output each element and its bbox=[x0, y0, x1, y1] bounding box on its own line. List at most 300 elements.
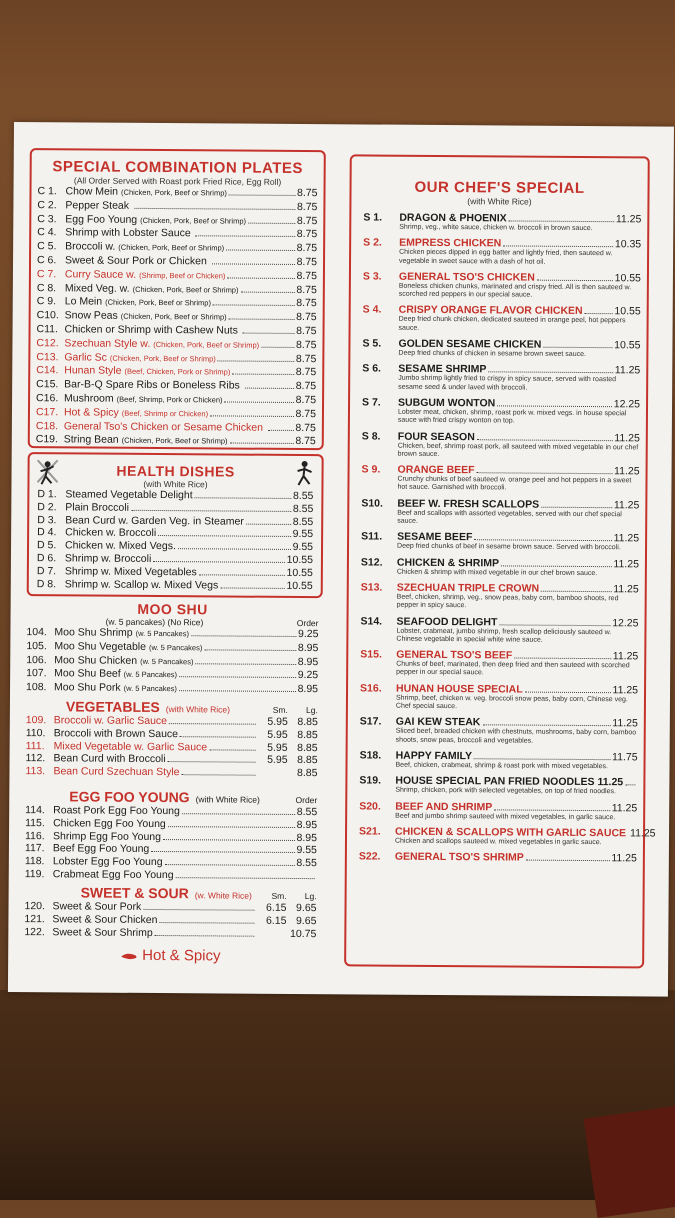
leader-dots bbox=[151, 851, 294, 853]
item-name: HAPPY FAMILY bbox=[396, 750, 473, 763]
item-code: D 2. bbox=[37, 501, 65, 514]
moo-shu-section bbox=[26, 600, 319, 697]
item-price: 11.25 bbox=[613, 684, 639, 696]
leader-dots bbox=[248, 222, 295, 223]
leader-dots bbox=[243, 333, 294, 334]
item-code: 114. bbox=[25, 804, 53, 817]
item-price: 11.25 bbox=[614, 533, 640, 545]
item-note: (Chicken, Pork, Beef or Shrimp) bbox=[105, 298, 211, 308]
item-code: C19. bbox=[36, 434, 64, 447]
item-price: 11.25 bbox=[613, 650, 639, 662]
item-price: 8.75 bbox=[297, 187, 318, 200]
item-price: 11.25 bbox=[614, 499, 640, 511]
price-small: 6.15 bbox=[256, 915, 286, 928]
price-large: 8.85 bbox=[287, 767, 317, 780]
item-name bbox=[53, 868, 174, 882]
menu-row bbox=[24, 926, 316, 941]
moo-shu-subtitle: (w. 5 pancakes) (No Rice) bbox=[26, 616, 282, 628]
item-description: Chicken and scallops sauteed w. mixed vegetables in garlic sauce. bbox=[395, 837, 637, 847]
price-large: 10.75 bbox=[286, 928, 316, 941]
leader-dots bbox=[195, 497, 291, 499]
item-price: 11.25 bbox=[611, 852, 637, 864]
menu-paper bbox=[8, 122, 674, 997]
item-code: S 4. bbox=[363, 304, 399, 316]
chef-special-item bbox=[361, 581, 639, 612]
item-name-text: Garlic Sc bbox=[64, 351, 107, 363]
item-code: D 1. bbox=[37, 488, 65, 501]
item-price: 8.75 bbox=[297, 201, 318, 214]
item-description: Beef, chicken, shrimp, veg., snow peas, baby corn, bamboo shoots, red pepper in spicy sauce. bbox=[397, 594, 639, 612]
item-name bbox=[64, 379, 243, 394]
sweet-sour-list bbox=[24, 900, 316, 940]
item-code: C 3. bbox=[37, 213, 65, 226]
leader-dots bbox=[240, 291, 294, 292]
item-price: 8.55 bbox=[297, 806, 318, 819]
item-name-text: Broccoli with Brown Sauce bbox=[54, 727, 178, 740]
vegetables-lg-label: Lg. bbox=[288, 705, 318, 715]
item-price: 8.75 bbox=[297, 242, 318, 255]
item-name-text: Chicken or Shrimp with Cashew Nuts bbox=[65, 323, 238, 336]
leader-dots bbox=[163, 839, 295, 841]
item-name bbox=[65, 565, 197, 579]
item-name bbox=[53, 817, 166, 831]
item-code: S 2. bbox=[363, 237, 399, 249]
item-name: BEEF W. FRESH SCALLOPS bbox=[397, 497, 539, 510]
item-note: (Beef, Chicken, Pork or Shrimp) bbox=[124, 367, 230, 377]
item-price: 9.55 bbox=[293, 528, 314, 541]
item-code: D 8. bbox=[37, 578, 65, 591]
chef-special-item bbox=[363, 304, 641, 335]
item-code: S11. bbox=[361, 531, 397, 543]
runner-right-icon bbox=[289, 458, 317, 488]
item-name-text: Shrimp with Lobster Sauce bbox=[65, 227, 191, 240]
chef-special-item bbox=[361, 497, 639, 528]
item-name-text: Egg Foo Young bbox=[65, 213, 137, 226]
item-name bbox=[65, 254, 210, 269]
health-title: HEALTH DISHES bbox=[30, 462, 322, 480]
vegetables-title: VEGETABLES bbox=[66, 698, 160, 715]
item-note: (Chicken, Pork, Beef or Shrimp) bbox=[110, 353, 216, 363]
price-small: 5.95 bbox=[258, 716, 288, 729]
item-name-text: Roast Pork Egg Foo Young bbox=[53, 804, 180, 817]
leader-dots bbox=[509, 220, 614, 222]
leader-dots bbox=[268, 429, 293, 430]
item-name bbox=[54, 654, 193, 669]
item-name bbox=[52, 900, 141, 913]
item-name-text: Broccoli w. Garlic Sauce bbox=[54, 714, 167, 727]
item-name: DRAGON & PHOENIX bbox=[399, 212, 506, 225]
item-name: GENERAL TSO'S SHRIMP bbox=[395, 851, 524, 864]
item-price: 8.55 bbox=[293, 516, 314, 529]
item-name bbox=[54, 668, 177, 683]
leader-dots bbox=[541, 506, 612, 507]
placemat bbox=[584, 1102, 675, 1218]
item-note: (Chicken, Pork, Beef or Shrimp) bbox=[140, 215, 246, 225]
menu-row bbox=[25, 868, 317, 883]
item-name-text: Sweet & Sour Shrimp bbox=[52, 926, 152, 939]
item-note: (w. 5 Pancakes) bbox=[149, 643, 202, 652]
item-price: 10.55 bbox=[287, 567, 313, 580]
item-code: 107. bbox=[26, 667, 54, 680]
item-name: FOUR SEASON bbox=[398, 430, 475, 443]
item-price: 11.25 bbox=[613, 558, 639, 570]
menu-row bbox=[25, 765, 317, 780]
item-name-text: Mixed Veg. w. bbox=[65, 282, 130, 294]
item-name-text: Curry Sauce w. bbox=[65, 268, 136, 280]
leader-dots bbox=[525, 691, 611, 693]
vegetables-list bbox=[25, 714, 317, 780]
item-name bbox=[65, 296, 211, 311]
leader-dots bbox=[261, 346, 294, 347]
moo-shu-title: MOO SHU bbox=[27, 600, 319, 618]
item-price: 8.75 bbox=[296, 284, 317, 297]
item-note: (Chicken, Pork, Beef or Shrimp) bbox=[133, 284, 239, 294]
item-price: 8.75 bbox=[296, 325, 317, 338]
price-large: 8.85 bbox=[288, 754, 318, 767]
item-price: 10.35 bbox=[615, 238, 641, 250]
price-large: 8.85 bbox=[288, 742, 318, 755]
leader-dots bbox=[220, 587, 284, 588]
chef-special-item bbox=[359, 800, 637, 822]
item-code: 118. bbox=[25, 855, 53, 868]
item-code: 105. bbox=[26, 640, 54, 653]
leader-dots bbox=[182, 774, 256, 776]
price-large: 9.65 bbox=[286, 915, 316, 928]
item-note: (Beef, Shrimp or Chicken) bbox=[122, 409, 208, 419]
item-price: 8.55 bbox=[296, 857, 317, 870]
item-name-text: Mixed Vegetable w. Garlic Sauce bbox=[54, 740, 208, 753]
leader-dots bbox=[225, 401, 294, 402]
item-note: (w. 5 Pancakes) bbox=[140, 656, 193, 665]
item-price: 10.55 bbox=[614, 306, 640, 318]
item-name bbox=[65, 578, 219, 592]
item-name bbox=[65, 501, 129, 514]
item-price: 9.55 bbox=[293, 541, 314, 554]
item-code: C15. bbox=[36, 378, 64, 391]
item-price: 11.25 bbox=[616, 213, 642, 225]
chefs-special-list bbox=[347, 211, 648, 864]
item-code: 110. bbox=[26, 727, 54, 740]
item-note: (Chicken, Pork, Beef or Shrimp) bbox=[118, 243, 224, 253]
item-price: 8.75 bbox=[296, 311, 317, 324]
item-name bbox=[64, 434, 228, 449]
item-code: S 9. bbox=[362, 464, 398, 476]
item-name-text: Bean Curd with Broccoli bbox=[54, 753, 166, 766]
item-code: S10. bbox=[361, 497, 397, 509]
leader-dots bbox=[541, 591, 611, 592]
chef-special-item bbox=[362, 396, 640, 427]
item-name-text: Lobster Egg Foo Young bbox=[53, 855, 163, 868]
item-price: 8.75 bbox=[295, 408, 316, 421]
item-name: GOLDEN SESAME CHICKEN bbox=[398, 338, 541, 351]
leader-dots bbox=[501, 565, 611, 567]
leader-dots bbox=[195, 663, 295, 665]
item-name bbox=[64, 351, 216, 366]
item-price: 11.25 bbox=[612, 802, 638, 814]
leader-dots bbox=[245, 388, 294, 389]
leader-dots bbox=[514, 658, 610, 660]
item-name-text: Chicken w. Broccoli bbox=[65, 527, 156, 540]
item-code: S13. bbox=[361, 581, 397, 593]
item-code: 106. bbox=[26, 654, 54, 667]
item-name-text: Crabmeat Egg Foo Young bbox=[53, 868, 174, 881]
item-code: 112. bbox=[26, 752, 54, 765]
item-code: 109. bbox=[26, 714, 54, 727]
health-list bbox=[29, 488, 322, 592]
leader-dots bbox=[155, 935, 255, 937]
item-description: Chicken, beef, shrimp roast pork, all sauteed with mixed vegetable in our chef brown sauce. bbox=[398, 442, 640, 460]
item-code: C 5. bbox=[37, 240, 65, 253]
item-description: Jumbo shrimp lightly fried to crispy in spicy sauce, served with roasted sesame seed & under laved with broccoli. bbox=[398, 375, 640, 393]
moo-shu-list bbox=[26, 626, 318, 697]
item-name bbox=[53, 830, 161, 844]
leader-dots bbox=[477, 439, 612, 441]
item-code: C 2. bbox=[37, 199, 65, 212]
item-name: ORANGE BEEF bbox=[398, 464, 475, 477]
leader-dots bbox=[180, 736, 256, 738]
leader-dots bbox=[179, 690, 296, 692]
item-description: Boneless chicken chunks, marinated and crispy fried. All is then sauteed w. scorched red peppers in our special sauce. bbox=[399, 283, 641, 301]
item-name-text: Hunan Style bbox=[64, 365, 121, 377]
item-code: D 7. bbox=[37, 565, 65, 578]
item-code: 113. bbox=[25, 765, 53, 778]
item-code: S16. bbox=[360, 682, 396, 694]
leader-dots bbox=[499, 624, 610, 626]
item-price: 11.25 bbox=[614, 432, 640, 444]
item-description: Beef, chicken, crabmeat, shrimp & roast pork with mixed vegetables. bbox=[395, 762, 637, 772]
item-code: S15. bbox=[360, 649, 396, 661]
item-code: C 9. bbox=[37, 296, 65, 309]
sweet-sour-sm-label: Sm. bbox=[257, 891, 287, 901]
item-name-text: Bean Curd w. Garden Veg. in Steamer bbox=[65, 514, 244, 527]
item-name bbox=[64, 365, 230, 380]
leader-dots bbox=[209, 749, 255, 750]
item-price: 8.75 bbox=[295, 422, 316, 435]
item-code: 120. bbox=[24, 900, 52, 913]
egg-foo-young-order-label: Order bbox=[281, 795, 317, 805]
item-code: S 8. bbox=[362, 430, 398, 442]
item-name bbox=[65, 552, 151, 565]
leader-dots bbox=[488, 372, 612, 374]
item-price: 8.55 bbox=[293, 490, 314, 503]
item-name-text: Beef Egg Foo Young bbox=[53, 843, 149, 856]
item-name: CRISPY ORANGE FLAVOR CHICKEN bbox=[399, 304, 583, 317]
item-name: HOUSE SPECIAL PAN FRIED NOODLES 11.25 bbox=[395, 775, 623, 789]
item-price: 8.75 bbox=[296, 339, 317, 352]
item-note: (Chicken, Pork, Beef or Shrimp) bbox=[121, 188, 227, 198]
leader-dots bbox=[218, 360, 294, 362]
chef-special-item bbox=[360, 615, 638, 646]
item-name bbox=[54, 626, 189, 641]
item-name-text: General Tso's Chicken or Sesame Chicken bbox=[64, 420, 263, 433]
item-code: C 1. bbox=[37, 185, 65, 198]
item-name: CHICKEN & SHRIMP bbox=[397, 556, 499, 569]
item-price: 8.75 bbox=[297, 215, 318, 228]
leader-dots bbox=[204, 649, 296, 651]
item-price: 8.95 bbox=[297, 832, 318, 845]
egg-foo-young-subtitle: (with White Rice) bbox=[196, 794, 260, 804]
combination-plates-box bbox=[28, 148, 326, 450]
item-price: 8.95 bbox=[298, 656, 319, 669]
item-name-text: Bean Curd Szechuan Style bbox=[53, 765, 179, 778]
leader-dots bbox=[543, 347, 612, 348]
item-code: S18. bbox=[360, 749, 396, 761]
item-price: 8.55 bbox=[293, 503, 314, 516]
item-name bbox=[65, 488, 192, 502]
item-name-text: Sweet & Sour Pork bbox=[52, 900, 141, 913]
item-note: (Chicken, Pork, Beef or Shrimp) bbox=[121, 312, 227, 322]
item-price: 8.75 bbox=[297, 256, 318, 269]
item-code: 111. bbox=[26, 740, 54, 753]
item-code: S 7. bbox=[362, 396, 398, 408]
egg-foo-young-section bbox=[25, 788, 318, 883]
item-price: 8.75 bbox=[295, 435, 316, 448]
item-note: (Chicken, Pork, Beef or Shrimp) bbox=[153, 340, 259, 350]
leader-dots bbox=[158, 535, 291, 537]
item-description: Deep fried chunks of chicken in sesame brown sweet sauce. bbox=[398, 350, 640, 360]
table-surface bbox=[0, 990, 675, 1200]
chef-special-item bbox=[359, 749, 637, 771]
leader-dots bbox=[176, 877, 315, 879]
leader-dots bbox=[625, 784, 635, 785]
item-name-text: Shrimp w. Mixed Vegetables bbox=[65, 565, 197, 578]
item-description: Chunks of beef, marinated, then deep fried and then sauteed with scorched pepper in our special sauce. bbox=[396, 661, 638, 679]
item-note: (w. 5 Pancakes) bbox=[124, 684, 177, 693]
item-name: GENERAL TSO'S CHICKEN bbox=[399, 271, 535, 284]
item-price: 8.75 bbox=[296, 270, 317, 283]
item-price: 12.25 bbox=[614, 398, 640, 410]
vegetables-sm-label: Sm. bbox=[258, 705, 288, 715]
item-code: C12. bbox=[36, 337, 64, 350]
sweet-sour-subtitle: (w. White Rice) bbox=[195, 890, 252, 900]
item-name bbox=[53, 804, 180, 818]
leader-dots bbox=[497, 405, 612, 407]
item-code: S21. bbox=[359, 825, 395, 837]
leader-dots bbox=[168, 826, 295, 828]
item-name-text: Moo Shu Shrimp bbox=[54, 626, 132, 639]
item-name-text: Bar-B-Q Spare Ribs or Boneless Ribs bbox=[64, 379, 240, 392]
item-name-text: Sweet & Sour Chicken bbox=[52, 913, 157, 926]
leader-dots bbox=[210, 415, 293, 417]
item-name: HUNAN HOUSE SPECIAL bbox=[396, 682, 523, 695]
item-name-text: Chicken w. Mixed Vegs. bbox=[65, 540, 176, 553]
item-name bbox=[52, 926, 152, 939]
leader-dots bbox=[213, 305, 294, 307]
item-name bbox=[52, 913, 157, 927]
item-name-text: Snow Peas bbox=[65, 310, 118, 322]
item-name bbox=[65, 241, 224, 256]
price-small: 5.95 bbox=[258, 754, 288, 767]
leader-dots bbox=[165, 864, 295, 866]
leader-dots bbox=[477, 472, 612, 474]
item-name: SESAME SHRIMP bbox=[398, 363, 486, 376]
chef-special-item bbox=[359, 851, 637, 865]
item-note: (Chicken, Pork, Beef or Shrimp) bbox=[122, 436, 228, 446]
item-code: 117. bbox=[25, 842, 53, 855]
chefs-special-box bbox=[344, 154, 650, 968]
item-code: S19. bbox=[359, 775, 395, 787]
item-description: Chicken & shrimp with mixed vegetable in our chef brown sauce. bbox=[397, 568, 639, 578]
item-price: 11.25 bbox=[612, 718, 638, 730]
item-code: C11. bbox=[37, 323, 65, 336]
chef-special-item bbox=[359, 825, 637, 847]
item-note: (w. 5 Pancakes) bbox=[136, 629, 189, 638]
item-name-text: Mushroom bbox=[64, 392, 114, 404]
item-name-text: Chicken Egg Foo Young bbox=[53, 817, 166, 830]
sweet-sour-lg-label: Lg. bbox=[287, 891, 317, 901]
item-code: C16. bbox=[36, 392, 64, 405]
leader-dots bbox=[526, 860, 610, 862]
item-code: 108. bbox=[26, 681, 54, 694]
item-name bbox=[65, 282, 239, 297]
item-price: 8.95 bbox=[298, 683, 319, 696]
item-name-text: Moo Shu Beef bbox=[54, 668, 121, 680]
leader-dots bbox=[191, 635, 296, 637]
item-name-text: Broccoli w. bbox=[65, 241, 115, 253]
leader-dots bbox=[159, 922, 254, 924]
item-name bbox=[65, 540, 176, 554]
combination-list bbox=[30, 185, 324, 449]
moo-shu-order-label: Order bbox=[282, 618, 318, 628]
chef-special-item bbox=[363, 211, 641, 233]
item-name bbox=[54, 740, 208, 754]
sweet-sour-section bbox=[24, 884, 317, 965]
item-code: C17. bbox=[36, 406, 64, 419]
leader-dots bbox=[131, 510, 291, 512]
item-code: 121. bbox=[24, 913, 52, 926]
leader-dots bbox=[227, 277, 294, 278]
item-price: 8.75 bbox=[296, 353, 317, 366]
item-description: Deep fried chunk chicken, dedicated sauteed in orange peel, hot peppers sauce. bbox=[399, 316, 641, 334]
price-small: 5.95 bbox=[258, 741, 288, 754]
price-large: 8.85 bbox=[288, 729, 318, 742]
leader-dots bbox=[585, 313, 613, 314]
leader-dots bbox=[232, 374, 293, 375]
chef-special-item bbox=[361, 464, 639, 495]
item-name-text: Shrimp w. Broccoli bbox=[65, 552, 151, 565]
item-description: Chicken pieces dipped in egg batter and lightly fried, then sauteed w. vegetable in sweet sauce with a dash of hot oil. bbox=[399, 249, 641, 267]
chef-special-item bbox=[362, 430, 640, 461]
chef-special-item bbox=[360, 716, 638, 747]
price-large: 9.65 bbox=[286, 902, 316, 915]
item-name: SEAFOOD DELIGHT bbox=[396, 615, 497, 628]
item-name bbox=[54, 681, 177, 696]
item-name-text: Moo Shu Pork bbox=[54, 681, 121, 693]
item-name bbox=[65, 527, 156, 540]
item-name-text: Plain Broccoli bbox=[65, 501, 129, 513]
item-code: C10. bbox=[37, 309, 65, 322]
item-name bbox=[53, 855, 163, 869]
leader-dots bbox=[494, 809, 609, 811]
chef-special-item bbox=[360, 682, 638, 713]
item-name-text: Moo Shu Chicken bbox=[54, 654, 137, 667]
item-name bbox=[65, 268, 226, 283]
egg-foo-young-list bbox=[25, 804, 318, 883]
item-price: 8.75 bbox=[296, 380, 317, 393]
chef-special-item bbox=[362, 338, 640, 360]
item-description: Beef and scallops with assorted vegetables, served with our chef special sauce. bbox=[397, 509, 639, 527]
leader-dots bbox=[503, 246, 613, 248]
item-code: S12. bbox=[361, 556, 397, 568]
item-name bbox=[53, 843, 149, 856]
item-price: 11.25 bbox=[614, 465, 640, 477]
item-name bbox=[65, 185, 226, 200]
item-name: SUBGUM WONTON bbox=[398, 397, 495, 410]
item-code: D 5. bbox=[37, 539, 65, 552]
item-code: S14. bbox=[360, 615, 396, 627]
leader-dots bbox=[229, 195, 295, 196]
item-name bbox=[65, 227, 194, 242]
